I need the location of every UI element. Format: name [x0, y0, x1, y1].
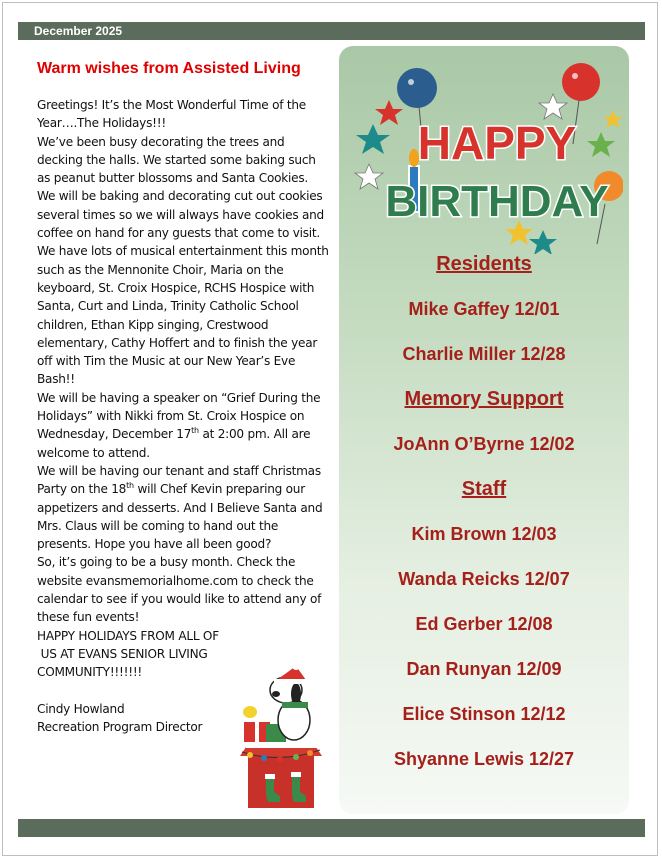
- text-run: We will be having our tenant and staff Christmas Party on the 18: [37, 463, 321, 497]
- ordinal-suffix: th: [126, 481, 134, 491]
- text-run: will Chef Kevin preparing our appetizers and desserts. And I Believe Santa and Mrs. Claus will be coming to hand out the presents. Hope you have all been good?: [37, 482, 323, 552]
- birthday-entry: Mike Gaffey 12/01: [408, 299, 560, 319]
- article-paragraph: We have lots of musical entertainment this month such as the Mennonite Choir, Maria on the keyboard, St. Croix Hospice, RCHS Hospice with Santa, Curt and Linda, Trinity Catholic School children, Ethan Kipp singing, Crestwood elementary, Cathy Hoffert and to finish the year off with Tim the Music at our New Year’s Eve Bash!!: [37, 244, 329, 387]
- happy-text: HAPPY: [417, 117, 577, 169]
- article-body: [37, 96, 329, 736]
- article-paragraph: [37, 389, 329, 462]
- birthday-entry: JoAnn O’Byrne 12/02: [393, 434, 575, 454]
- birthday-entry: Charlie Miller 12/28: [402, 344, 566, 364]
- article-paragraph: We’ve been busy decorating the trees and decking the halls. We started some baking such as peanut butter blossoms and Santa Cookies. We will be baking and decorating cut out cookies several times so we will always have cookies and coffee on hand for any guests that come to visit.: [37, 134, 324, 241]
- staff-heading: Staff: [461, 478, 507, 500]
- closing-line: HAPPY HOLIDAYS FROM ALL OF: [37, 628, 219, 643]
- residents-heading: Residents: [436, 253, 532, 275]
- header-bar: [18, 22, 645, 40]
- signature-title: Recreation Program Director: [37, 719, 203, 734]
- footer-bar: [18, 819, 645, 837]
- signature-name: Cindy Howland: [37, 701, 125, 716]
- birthday-text: BIRTHDAY: [385, 177, 609, 226]
- article-paragraph: [37, 462, 329, 553]
- article-paragraph: Greetings! It’s the Most Wonderful Time of the Year….The Holidays!!!: [37, 98, 306, 131]
- birthday-entry: Dan Runyan 12/09: [406, 659, 562, 679]
- birthday-entry: Elice Stinson 12/12: [402, 704, 566, 724]
- memory-support-heading: Memory Support: [404, 388, 564, 410]
- closing-line: COMMUNITY!!!!!!!: [37, 665, 143, 680]
- closing-line: US AT EVANS SENIOR LIVING: [37, 646, 208, 661]
- text-run: We will be having a speaker on “Grief During the Holidays” with Nikki from St. Croix Hospice on Wednesday, December 17: [37, 390, 321, 442]
- birthday-list: [339, 250, 629, 790]
- birthday-entry: Ed Gerber 12/08: [415, 614, 553, 634]
- article-title: Warm wishes from Assisted Living: [37, 60, 301, 77]
- birthday-entry: Shyanne Lewis 12/27: [393, 749, 575, 769]
- article-paragraph: So, it’s going to be a busy month. Check the website evansmemorialhome.com to check the calendar to see if you would like to attend any of these fun events!: [37, 555, 322, 625]
- birthday-entry: Kim Brown 12/03: [411, 524, 557, 544]
- text-run: at 2:00 pm. All are welcome to attend.: [37, 427, 311, 460]
- header-date: December 2025: [34, 24, 123, 38]
- birthday-entry: Wanda Reicks 12/07: [398, 569, 570, 589]
- happy-birthday-graphic: [347, 54, 623, 254]
- ordinal-suffix: th: [191, 426, 199, 436]
- article-column: [37, 58, 329, 736]
- snoopy-christmas-graphic: [236, 660, 336, 810]
- birthday-panel: [339, 46, 629, 814]
